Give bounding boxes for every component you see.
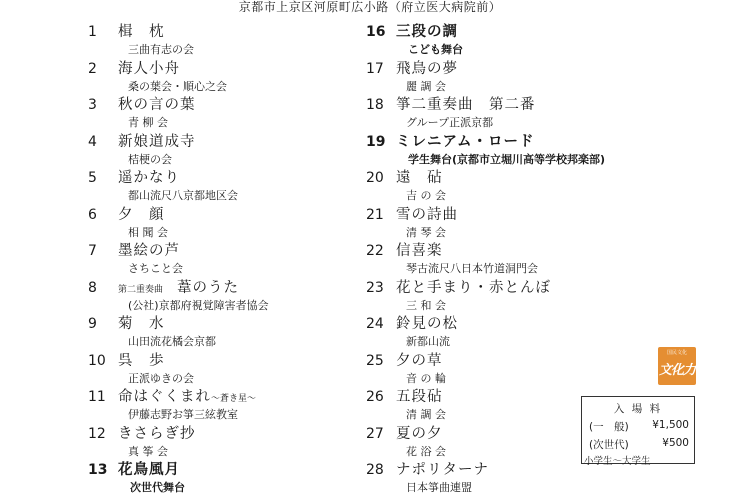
program-performer: 清 調 会 — [406, 408, 446, 421]
fee-general-label: (一 般) — [589, 421, 629, 433]
program-item — [88, 422, 338, 459]
program-item — [88, 312, 338, 349]
program-item — [366, 57, 666, 94]
program-title-prefix: 第二重奏曲 — [118, 284, 164, 295]
program-performer: 正派ゆきの会 — [128, 371, 194, 385]
program-item — [366, 239, 666, 276]
culture-logo — [658, 347, 696, 385]
program-performer: 桑の葉会・順心之会 — [128, 79, 227, 93]
program-number: 27 — [366, 425, 384, 442]
program-title: 命はぐくまれ — [118, 389, 211, 405]
program-title-line — [88, 20, 165, 40]
program-performer: 都山流尺八京都地区会 — [128, 189, 238, 202]
program-number: 2 — [88, 60, 97, 77]
program-item — [366, 130, 666, 167]
program-title-line — [366, 130, 534, 150]
program-performer: 日本箏曲連盟 — [406, 481, 472, 494]
program-performer: 山田流花橘会京都 — [128, 335, 216, 348]
program-item — [88, 276, 338, 313]
program-number: 21 — [366, 206, 384, 223]
program-performer: 麗 調 会 — [406, 79, 446, 93]
program-title-line — [88, 349, 165, 369]
program-title: 箏二重奏曲 第二番 — [396, 97, 536, 113]
program-performer: 音 の 輪 — [406, 371, 446, 385]
program-performer: さちこと会 — [128, 262, 183, 275]
program-title-line — [366, 276, 551, 296]
fee-row-next-gen — [589, 437, 689, 452]
program-title: 花鳥風月 — [118, 462, 180, 478]
fee-note: 小学生〜大学生 — [584, 456, 651, 467]
admission-fee-box — [581, 396, 695, 467]
venue-address: 京都市上京区河原町広小路（府立医大病院前） — [238, 0, 502, 14]
program-title: 夕 顔 — [118, 206, 165, 223]
program-title: 五段砧 — [396, 389, 443, 405]
program-number: 11 — [88, 389, 106, 405]
program-title: 雪の詩曲 — [396, 206, 458, 223]
program-number: 25 — [366, 352, 384, 369]
program-performer: 三 和 会 — [406, 298, 446, 312]
program-performer: 桔梗の会 — [128, 152, 172, 166]
program-performer: 次世代舞台 — [130, 481, 185, 494]
program-item — [366, 93, 666, 130]
program-title: 鈴見の松 — [396, 316, 458, 332]
program-title-line — [88, 458, 180, 478]
fee-title: 入 場 料 — [613, 403, 663, 415]
program-item — [88, 166, 338, 203]
program-item — [88, 130, 338, 167]
program-number: 13 — [88, 462, 108, 478]
program-title-line — [366, 458, 489, 478]
program-title: 夕の草 — [396, 352, 443, 369]
program-title: 楫 枕 — [118, 24, 165, 40]
program-performer: こども舞台 — [408, 43, 463, 56]
program-item — [88, 20, 338, 57]
program-number: 5 — [88, 170, 97, 186]
program-title: 新娘道成寺 — [118, 133, 196, 150]
program-number: 8 — [88, 279, 97, 296]
program-item — [88, 385, 338, 422]
program-item — [88, 57, 338, 94]
fee-next-label: (次世代) — [589, 439, 629, 451]
program-title-line — [366, 203, 458, 223]
fee-general-price: ¥1,500 — [652, 419, 689, 431]
program-title: ナポリターナ — [396, 462, 489, 478]
program-title: 花と手まり・赤とんぼ — [396, 279, 551, 296]
program-list-left — [88, 20, 338, 495]
program-number: 20 — [366, 170, 384, 186]
program-number: 22 — [366, 243, 384, 259]
program-performer: 伊藤志野お箏三絃教室 — [128, 408, 238, 421]
program-item — [88, 203, 338, 240]
program-title: 夏の夕 — [396, 425, 443, 442]
program-performer: グループ正派京都 — [406, 116, 494, 129]
program-number: 12 — [88, 425, 106, 442]
program-title-line — [88, 57, 180, 77]
program-number: 28 — [366, 462, 384, 478]
program-title: ミレニアム・ロード — [396, 133, 535, 150]
program-title-line — [88, 239, 180, 259]
program-title-line — [88, 312, 165, 332]
program-item — [88, 458, 338, 495]
program-title-line — [366, 93, 536, 113]
program-title-line — [366, 20, 458, 40]
program-performer: 真 筝 会 — [128, 444, 168, 458]
program-title: 信喜楽 — [396, 243, 443, 259]
program-title: 三段の調 — [396, 24, 458, 40]
program-performer: 新都山流 — [406, 335, 450, 348]
program-title-line — [88, 130, 196, 150]
program-title-line — [88, 203, 165, 223]
program-item — [366, 276, 666, 313]
program-title: 遥かなり — [118, 170, 180, 186]
fee-row-general — [589, 419, 689, 434]
program-title: 呉 歩 — [118, 352, 165, 369]
program-item — [88, 349, 338, 386]
program-performer: 相 聞 会 — [128, 225, 168, 239]
logo-top-text: 国民文化 — [666, 350, 687, 356]
program-title-line — [366, 239, 443, 259]
program-title-line — [366, 312, 458, 332]
program-number: 9 — [88, 316, 97, 332]
program-title-line — [366, 166, 443, 186]
program-title-line — [88, 166, 180, 186]
program-item — [366, 312, 666, 349]
program-title: 墨絵の芦 — [118, 243, 180, 259]
program-performer: 吉 の 会 — [406, 189, 446, 202]
program-item — [366, 20, 666, 57]
program-number: 26 — [366, 389, 384, 405]
program-title: 秋の言の葉 — [118, 97, 196, 113]
fee-next-price: ¥500 — [662, 437, 689, 449]
program-title-line — [366, 385, 443, 405]
program-title-line — [366, 57, 458, 77]
program-number: 7 — [88, 243, 97, 259]
program-title-line — [366, 349, 443, 369]
program-performer: 琴古流尺八日本竹道洞門会 — [406, 262, 538, 275]
program-performer: 清 琴 会 — [406, 225, 446, 239]
program-performer: 花 浴 会 — [406, 444, 446, 458]
program-item — [88, 239, 338, 276]
program-performer: 青 柳 会 — [128, 116, 168, 129]
logo-main-text: 文化力 — [658, 363, 695, 378]
program-title-line — [88, 276, 239, 296]
program-number: 16 — [366, 24, 386, 40]
program-item — [366, 349, 666, 386]
program-title: 海人小舟 — [118, 60, 180, 77]
program-title: 菊 水 — [118, 316, 165, 332]
program-performer: 三曲有志の会 — [128, 43, 194, 56]
program-title-line — [88, 93, 196, 113]
program-number: 24 — [366, 316, 384, 332]
program-number: 23 — [366, 279, 384, 296]
program-performer: (公社)京都府視覚障害者協会 — [128, 298, 269, 312]
program-number: 1 — [88, 24, 97, 40]
program-title-line — [88, 385, 256, 405]
program-title-suffix: 〜蒼き星〜 — [211, 394, 257, 404]
program-title: 飛鳥の夢 — [396, 60, 458, 77]
program-title: きさらぎ抄 — [118, 425, 196, 442]
program-title: 遠 砧 — [396, 170, 443, 186]
program-title: 葦のうた — [177, 279, 240, 296]
program-number: 18 — [366, 97, 384, 113]
program-item — [366, 203, 666, 240]
program-item — [366, 166, 666, 203]
program-item — [88, 93, 338, 130]
program-number: 6 — [88, 206, 97, 223]
program-number: 17 — [366, 60, 384, 77]
program-performer: 学生舞台(京都市立堀川高等学校邦楽部) — [408, 152, 606, 166]
program-number: 19 — [366, 133, 386, 150]
program-title-line — [88, 422, 196, 442]
program-title-line — [366, 422, 443, 442]
program-number: 4 — [88, 133, 97, 150]
program-number: 10 — [88, 352, 106, 369]
program-number: 3 — [88, 97, 97, 113]
